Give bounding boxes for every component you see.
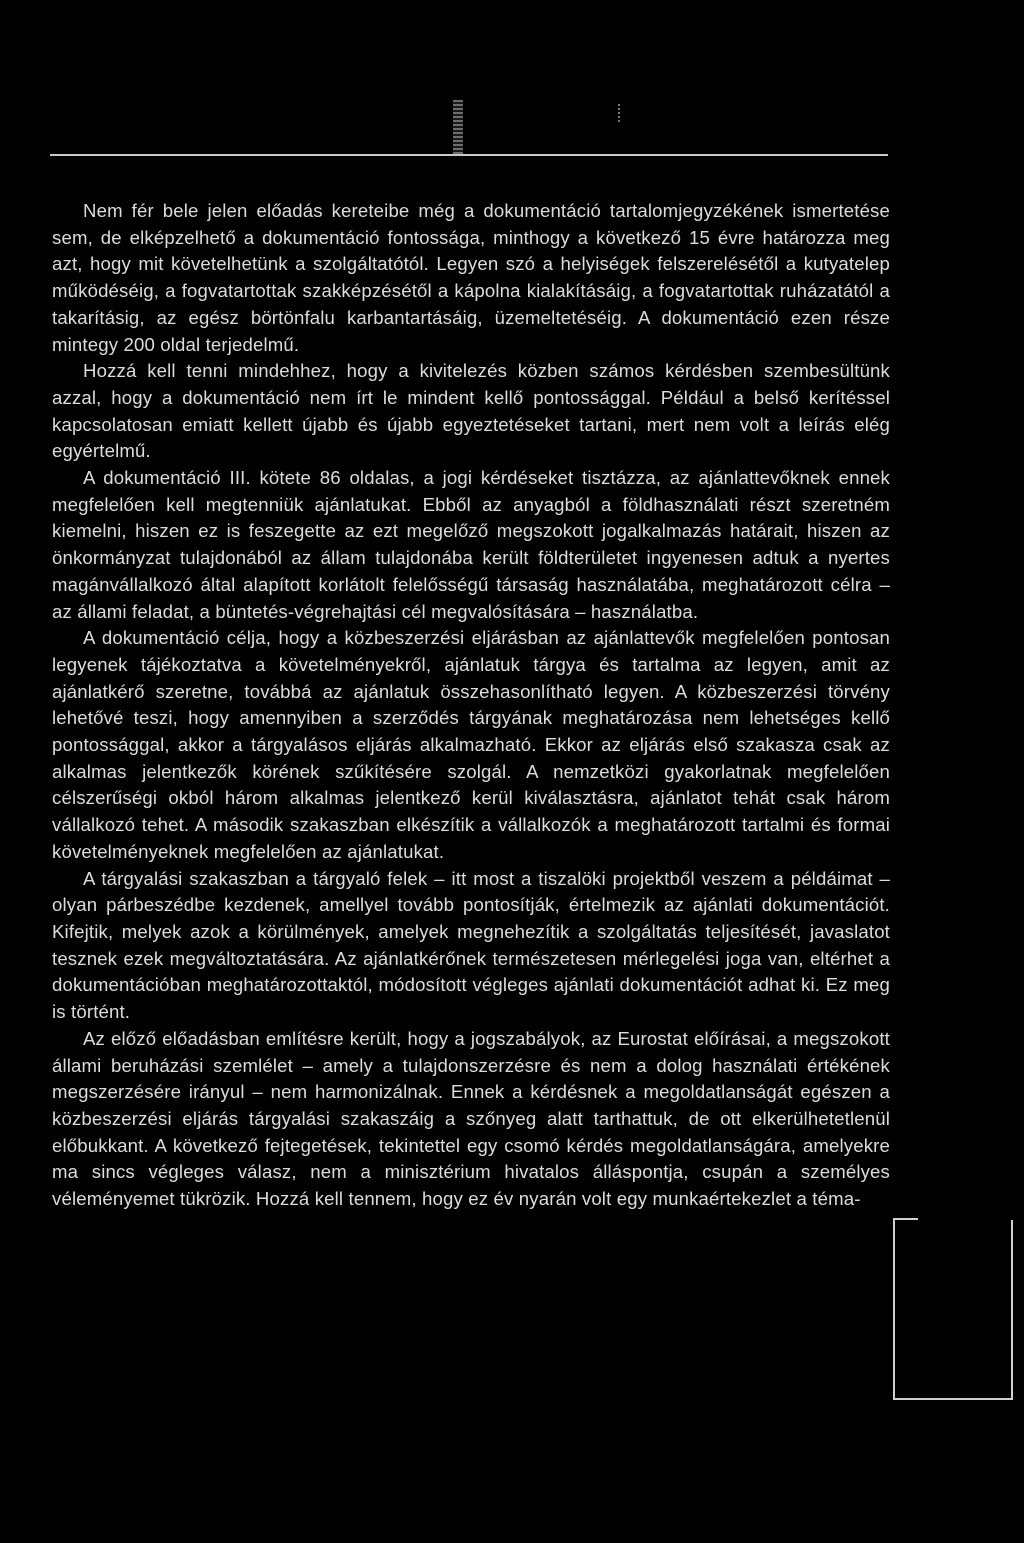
scan-mark — [453, 100, 463, 154]
header-rule — [50, 154, 888, 156]
paragraph-4: A dokumentáció célja, hogy a közbeszerzési eljárásban az ajánlattevők megfelelően pontosan legyenek tájékoztatva a követelményekről, ajánlatuk tárgya és tartalma az legyen, amit az ajánlatkérő szeretne, továbbá az ajánlatuk összehasonlítható legyen. A közbeszerzési törvény lehetővé teszi, hogy amennyiben a szerződés tárgyának meghatározása nem lehetséges kellő pontossággal, akkor a tárgyalásos eljárás alkalmazható. Ekkor az eljárás első szakasza csak az alkalmas jelentkezők körének szűkítésére szolgál. A nemzetközi gyakorlatnak megfelelően célszerűségi okból három alkalmas jelentkező kerül kiválasztásra, ajánlatot tehát csak három vállalkozó tehet. A második szakaszban elkészítik a vállalkozók a meghatározott tartalmi és formai követelményeknek megfelelően az ajánlatukat. — [52, 627, 890, 862]
paragraph-2: Hozzá kell tenni mindehhez, hogy a kivitelezés közben számos kérdésben szembesültünk azzal, hogy a dokumentáció nem írt le mindent kellő pontossággal. Például a belső kerítéssel kapcsolatosan emiatt kellett újabb és újabb egyeztetéseket tartani, mert nem volt a leírás elég egyértelmű. — [52, 360, 890, 462]
paragraph-6: Az előző előadásban említésre került, hogy a jogszabályok, az Eurostat előírásai, a megszokott állami beruházási szemlélet – amely a tulajdonszerzésre és nem a dolog használati értékének megszerzésére irányul – nem harmonizálnak. Ennek a kérdésnek a megoldatlanságát egészen a közbeszerzési eljárás tárgyalási szakaszáig a szőnyeg alatt tarthattuk, de ott elkerülhetetlenül előbukkant. A következő fejtegetések, tekintettel egy csomó kérdés megoldatlanságára, amelyekre ma sincs végleges válasz, nem a minisztérium hivatalos álláspontja, csupán a személyes véleményemet tükrözik. Hozzá kell tennem, hogy ez év nyarán volt egy munkaértekezlet a téma- — [52, 1027, 890, 1210]
body-text — [52, 198, 890, 1213]
margin-box-gap — [918, 1218, 1018, 1220]
paragraph-3: A dokumentáció III. kötete 86 oldalas, a jogi kérdéseket tisztázza, az ajánlattevőknek ennek megfelelően kell megtenniük ajánlatukat. Ebből az anyagból a földhasználati részt szeretném kiemelni, hiszen ez is feszegette az ezt megelőző megszokott jogalkalmazás határait, hiszen az önkormányzat tulajdonából az állam tulajdonába került földterületet ingyenesen adtuk a nyertes magánvállalkozó által alapított korlátolt felelősségű társaság használatába, meghatározott célra – az állami feladat, a büntetés-végrehajtási cél megvalósítására – használatba. — [52, 467, 890, 622]
scan-tick — [618, 104, 620, 122]
paragraph-1: Nem fér bele jelen előadás kereteibe még a dokumentáció tartalomjegyzékének ismertetése sem, de elképzelhető a dokumentáció fontossága, minthogy a következő 15 évre határozza meg azt, hogy mit követelhetünk a szolgáltatótól. Legyen szó a helyiségek felszerelésétől a kutyatelep működéséig, a fogvatartottak szakképzésétől a kápolna kialakításáig, a fogvatartottak ruházatától a takarításig, az egész börtönfalu karbantartásáig, üzemeltetéséig. A dokumentáció ezen része mintegy 200 oldal terjedelmű. — [52, 200, 890, 355]
paragraph-5: A tárgyalási szakaszban a tárgyaló felek – itt most a tiszalöki projektből veszem a példáimat – olyan párbeszédbe kezdenek, amellyel tovább pontosítják, értelmezik az ajánlati dokumentációt. Kifejtik, melyek azok a körülmények, amelyek megnehezítik a szolgáltatás teljesítését, javaslatot tesznek ezek megváltoztatására. Az ajánlatkérőnek természetesen mérlegelési joga van, eltérhet a dokumentációban meghatározottaktól, módosított végleges ajánlati dokumentációt adhat ki. Ez meg is történt. — [52, 867, 890, 1023]
margin-box — [893, 1218, 1013, 1400]
